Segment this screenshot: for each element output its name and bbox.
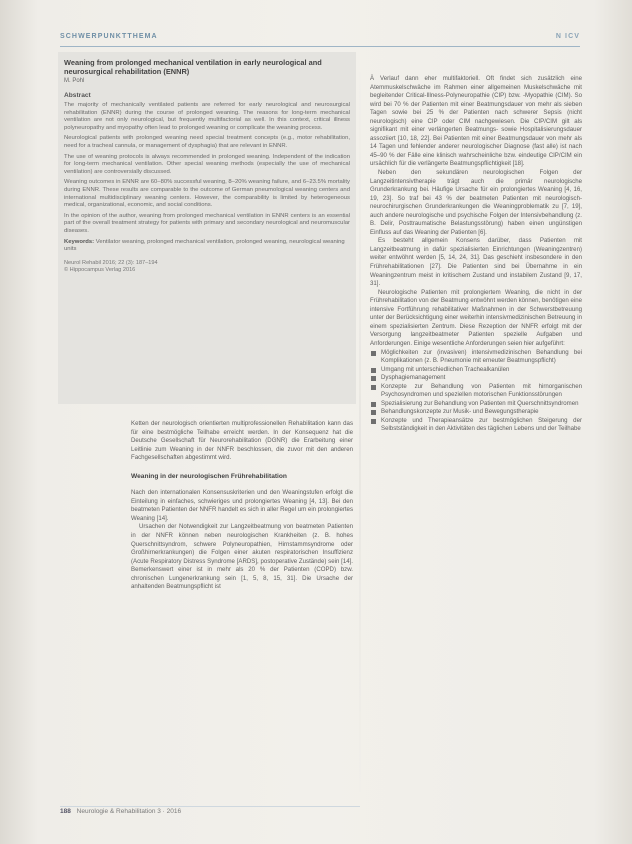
list-item: Umgang mit unterschiedlichen Trachealkanülen [370,366,582,375]
footer-rule [60,806,360,807]
abstract-paragraph: In the opinion of the author, weaning from prolonged mechanical ventilation in ENNR centers is an essential part of the overall treatment strategy for patients with primary and secondary neurological and neuromuscular diseases. [64,212,350,234]
list-item: Dysphagiemanagement [370,374,582,383]
abstract-publisher: © Hippocampus Verlag 2016 [64,266,136,273]
abstract-paragraph: The use of weaning protocols is always recommended in prolonged weaning. Independent of the indication for long-term mechanical ventilation. Other special weaning methods (especially the use of mechanical ventilation) are controversially discussed. [64,153,350,175]
list-item: Konzepte und Therapieansätze zur bestmöglichen Steigerung der Selbstständigkeit in den Aktivitäten des täglichen Lebens und der Teilhabe [370,417,582,434]
running-header [60,31,580,45]
page-crease [359,52,361,812]
list-item: Spezialisierung zur Behandlung von Patienten mit Querschnittsyndromen [370,400,582,409]
section-subheading: Weaning in der neurologischen Frührehabilitation [131,472,287,480]
page-footer [60,808,360,820]
list-item: Konzepte zur Behandlung von Patienten mit hirnorganischen Psychosyndromen und speziellen motorischen Funktionsstörungen [370,383,582,400]
right-column [370,75,582,434]
body-paragraph: Ursachen der Notwendigkeit zur Langzeitbeatmung von beatmeten Patienten in der NNFR können neben neurologischen Krankheiten (z. B. hohes Querschnittsyndrom, schwere Polyneuropathien, Hirnstammsyndrome oder Großhirnerkrankungen) die Folgen einer akuten respiratorischen Insuffizienz (Acute Respiratory Distress Syndrome [ARDS], postoperative Zustände) sein [14]. Bemerkenswert einer ist in mehr als 20 % der Patienten (COPD) bzw. chronischen Lungenerkrankung sein [1, 5, 8, 15, 31]. Die Ursache der anhaltenden Beatmungspflicht ist [131,523,353,591]
left-column [131,420,353,592]
abstract-author: M. Pohl [64,78,85,84]
abstract-keywords [64,239,350,254]
header-tag: N ICV [555,33,580,40]
keywords-text: Ventilator weaning, prolonged mechanical ventilation, prolonged weaning, neurological weaning units [64,238,345,253]
header-rule [60,46,580,47]
requirements-list [370,349,582,434]
abstract-box [58,52,356,404]
page-number: 188 [60,808,71,815]
body-paragraph: Nach den internationalen Konsensuskriterien und den Weaningstufen erfolgt die Einteilung in einfaches, schwieriges und prolongiertes Weaning [4, 13]. Bei den beatmeten Patienten der NNFR handelt es sich in aller Regel um ein prolongiertes Weaning [14]. [131,489,353,522]
abstract-citation: Neurol Rehabil 2016; 22 (3): 187–194 [64,259,158,266]
keywords-label: Keywords: [64,238,95,245]
body-paragraph: Neben den sekundären neurologischen Folgen der Langzeitintensivtherapie trägt auch die primär neurologische Grunderkrankung bei. Häufige Ursache für ein prolongiertes Weaning [4, 16, 19, 23]. So traf bei 43 % der beatmeten Patienten mit neurologisch-neurochirurgischen Grunderkrankungen die Weaningproblematik zu [7, 19], auch andere neurologische und psychische Folgen der Intensivbehandlung (z. B. Delir, Posttraumatische Belastungsstörung) haben einen ungünstigen Einfluss auf das Weaning der Patienten [6]. [370,169,582,236]
body-paragraph: Neurologische Patienten mit prolongiertem Weaning, die nicht in der Frührehabilitation von der Beatmung entwöhnt werden können, benötigen eine intensive Fortführung rehabilitativer Maßnahmen in der Schwerstbetreuung unter der Berücksichtigung einer weiterhin intensivmedizinischen Betreuung in einem spezialisierten Zentrum. Diese Rezeption der NNFR erfolgt mit der Versorgung langzeitbeatmeter Patienten spezielle Aufgaben und Anforderungen. Einige wesentliche Anforderungen seien hier aufgeführt: [370,288,582,347]
body-paragraph: Es besteht allgemein Konsens darüber, dass Patienten mit Langzeitbeatmung in dafür spezialisierten Einrichtungen (Weaningzentren) weiter entwöhnt werden [5, 14, 24, 31]. Das geschieht insbesondere in den Frührehabilitationen [27]. Die Patienten sind bei Übernahme in ein Weaningzentrum meist in kritischem Zustand und instabilem Zustand [9, 17, 31]. [370,237,582,288]
abstract-paragraph: Weaning outcomes in ENNR are 60–80% successful weaning, 8–20% weaning failure, and 6–23.5% mortality during ENNR. These results are comparable to the outcome of German pneumological weaning centers and international multidisciplinary weaning centers. However, the comparability is limited by heterogeneous medical, organizational, economic, and social conditions. [64,179,350,209]
body-paragraph: Ketten der neurologisch orientierten multiprofessionellen Rehabilitation kann das für eine bestmögliche Teilhabe erreicht werden. In der Konsequenz hat die Deutsche Gesellschaft für Neurorehabilitation (DGNR) die Erarbeitung einer Leitlinie zum Weaning in der NNFR beschlossen, die zuvor mit den anderen Fachgesellschaften abgestimmt wird. [131,420,353,462]
body-paragraph: Ä Verlauf dann eher multifaktoriell. Oft findet sich zusätzlich eine Atemmuskelschwäche im Rahmen einer allgemeinen Muskelschwäche mit begleitender Critical-Illness-Polyneuropathie (CIP) bzw. -Myopathie (CIM). So wird bei 70 % der Patienten mit einer Beatmungsdauer von mehr als sieben Tagen sowie bei 25 % der Patienten nach schwerer Sepsis (nicht neurologisch) eine CIP oder CIM nachgewiesen. Die CIP/CIM gilt als signifikant mit einer verlängerten Beatmungs- sowie Hospitalisierungsdauer assoziiert [10, 18, 22]. Bei Patienten mit einer Beatmungsdauer von mehr als 14 Tagen und fehlender anderer neurologischer Diagnose (fast alle) ist nach 45–90 % der Fälle eine klinisch wahrscheinliche bzw. eindeutige CIP/CIM ein ursächlich für die verlängerte Beatmungspflichtigkeit [18]. [370,75,582,168]
journal-name: Neurologie & Rehabilitation 3 · 2016 [76,808,182,815]
abstract-title: Weaning from prolonged mechanical ventilation in early neurological and neurosurgical rehabilitation (ENNR) [64,58,322,76]
section-label: SCHWERPUNKTTHEMA [60,33,158,40]
abstract-paragraph: Neurological patients with prolonged weaning need special treatment concepts (e.g., motor rehabilitation, need for a tracheal cannula, or management of dysphagia) that are relevant in ENNR. [64,135,350,149]
list-item: Behandlungskonzepte zur Musik- und Bewegungstherapie [370,408,582,417]
list-item: Möglichkeiten zur (invasiven) intensivmedizinischen Behandlung bei Komplikationen (z. B. Pneumonie mit erneuter Beatmungspflicht) [370,349,582,366]
abstract-paragraph: The majority of mechanically ventilated patients are referred for early neurological and neurosurgical rehabilitation (ENNR) during the course of prolonged weaning. The reasons for long-term mechanical ventilation are not only neurological, but frequently multifactorial as well. In this context, critical illness polyneuropathy and myopathy often lead to prolonged weaning or complicate the weaning process. [64,102,350,131]
abstract-heading: Abstract [64,92,91,99]
